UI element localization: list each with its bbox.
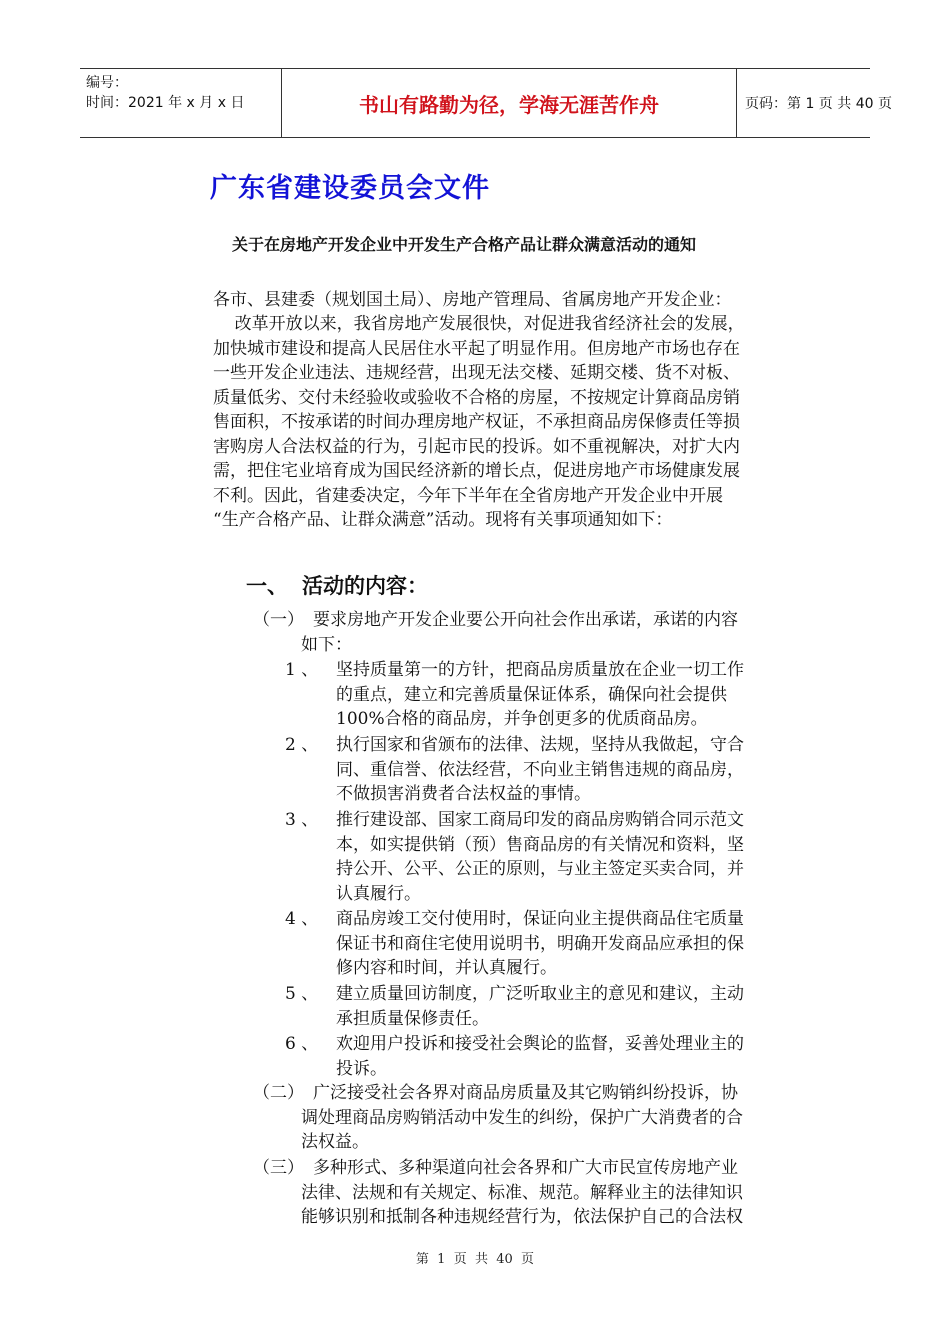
text-line: 坚持质量第一的方针，把商品房质量放在企业一切工作: [336, 660, 744, 680]
text-line: 100%合格的商品房，并争创更多的优质商品房。: [336, 709, 708, 729]
text-line: 欢迎用户投诉和接受社会舆论的监督，妥善处理业主的: [336, 1034, 744, 1054]
subsection-text: [301, 608, 738, 657]
text-line: 多种形式、多种渠道向社会各界和广大市民宣传房地产业: [313, 1158, 738, 1178]
text-line: 保证书和商住宅使用说明书，明确开发商品应承担的保: [336, 933, 744, 954]
page-footer: 第 1 页 共 40 页: [415, 1252, 535, 1267]
document-title: 广东省建设委员会文件: [210, 173, 490, 204]
list-item-marker: 4 、: [285, 909, 319, 929]
list-item-text: [336, 808, 744, 906]
list-item-marker: 2 、: [285, 735, 319, 755]
body-line: 售面积，不按承诺的时间办理房地产权证，不承担商品房保修责任等损: [213, 412, 740, 432]
body-line: 不利。因此，省建委决定，今年下半年在全省房地产开发企业中开展: [213, 485, 723, 506]
body-line: 一些开发企业违法、违规经营，出现无法交楼、延期交楼、货不对板、: [213, 363, 740, 383]
text-line: 承担质量保修责任。: [336, 1008, 489, 1029]
text-line: 认真履行。: [336, 883, 421, 904]
text-line: 法律、法规和有关规定、标准、规范。解释业主的法律知识: [301, 1182, 743, 1203]
section-heading: [246, 570, 428, 600]
list-item-marker: 3 、: [285, 810, 319, 830]
time-label: 时间：2021 年 x 月 x 日: [86, 95, 245, 111]
text-line: 修内容和时间，并认真履行。: [336, 958, 557, 978]
list-item-text: [336, 907, 744, 981]
section-number: 一、: [246, 574, 288, 598]
text-line: 同、重信誉、依法经营，不向业主销售违规的商品房，: [336, 759, 744, 780]
subsection-marker: （二）: [253, 1083, 304, 1103]
text-line: 不做损害消费者合法权益的事情。: [336, 784, 591, 804]
recipient-line: 各市、县建委（规划国土局）、房地产管理局、省属房地产开发企业：: [213, 290, 732, 310]
subsection-text: [301, 1156, 743, 1230]
text-line: 建立质量回访制度，广泛听取业主的意见和建议，主动: [336, 984, 744, 1004]
header-meta: [80, 69, 282, 137]
text-line: 如下：: [301, 634, 352, 655]
text-line: 的重点，建立和完善质量保证体系，确保向社会提供: [336, 684, 727, 705]
list-item-text: [336, 658, 744, 732]
body-line: 害购房人合法权益的行为，引起市民的投诉。如不重视解决，对扩大内: [213, 436, 740, 457]
list-item-marker: 1 、: [285, 660, 319, 680]
text-line: 调处理商品房购销活动中发生的纠纷，保护广大消费者的合: [301, 1107, 743, 1128]
notice-subject: 关于在房地产开发企业中开发生产合格产品让群众满意活动的通知: [232, 235, 697, 254]
subsection-marker: （一）: [253, 610, 304, 630]
text-line: 持公开、公平、公正的原则，与业主签定买卖合同，并: [336, 859, 744, 879]
list-item-marker: 6 、: [285, 1034, 319, 1054]
body-line: 需，把住宅业培育成为国民经济新的增长点，促进房地产市场健康发展: [213, 461, 740, 481]
text-line: 商品房竣工交付使用时，保证向业主提供商品住宅质量: [336, 909, 744, 929]
subsection-marker: （三）: [253, 1158, 304, 1178]
text-line: 能够识别和抵制各种违规经营行为，依法保护自己的合法权: [301, 1207, 743, 1227]
list-item-text: [336, 1032, 744, 1081]
body-paragraph: [213, 312, 813, 533]
header-page-info: 页码：第 1 页 共 40 页: [745, 96, 892, 112]
list-item-text: [336, 982, 744, 1031]
text-line: 投诉。: [336, 1058, 387, 1079]
number-label: 编号：: [86, 75, 128, 91]
document-header: [80, 68, 892, 138]
section-title: 活动的内容：: [302, 574, 428, 598]
body-line: 质量低劣、交付未经验收或验收不合格的房屋，不按规定计算商品房销: [213, 387, 740, 408]
list-item-marker: 5 、: [285, 984, 319, 1004]
subsection-text: [301, 1081, 743, 1155]
body-line: 改革开放以来，我省房地产发展很快，对促进我省经济社会的发展，: [213, 314, 745, 334]
header-motto: 书山有路勤为径，学海无涯苦作舟: [282, 69, 737, 137]
text-line: 法权益。: [301, 1132, 369, 1152]
body-line: “生产合格产品、让群众满意”活动。现将有关事项通知如下：: [213, 510, 673, 530]
body-line: 加快城市建设和提高人民居住水平起了明显作用。但房地产市场也存在: [213, 338, 740, 359]
text-line: 广泛接受社会各界对商品房质量及其它购销纠纷投诉，协: [313, 1083, 738, 1103]
text-line: 推行建设部、国家工商局印发的商品房购销合同示范文: [336, 810, 744, 830]
text-line: 本，如实提供销（预）售商品房的有关情况和资料，坚: [336, 834, 744, 855]
text-line: 要求房地产开发企业要公开向社会作出承诺，承诺的内容: [313, 610, 738, 630]
text-line: 执行国家和省颁布的法律、法规，坚持从我做起，守合: [336, 735, 744, 755]
list-item-text: [336, 733, 744, 807]
